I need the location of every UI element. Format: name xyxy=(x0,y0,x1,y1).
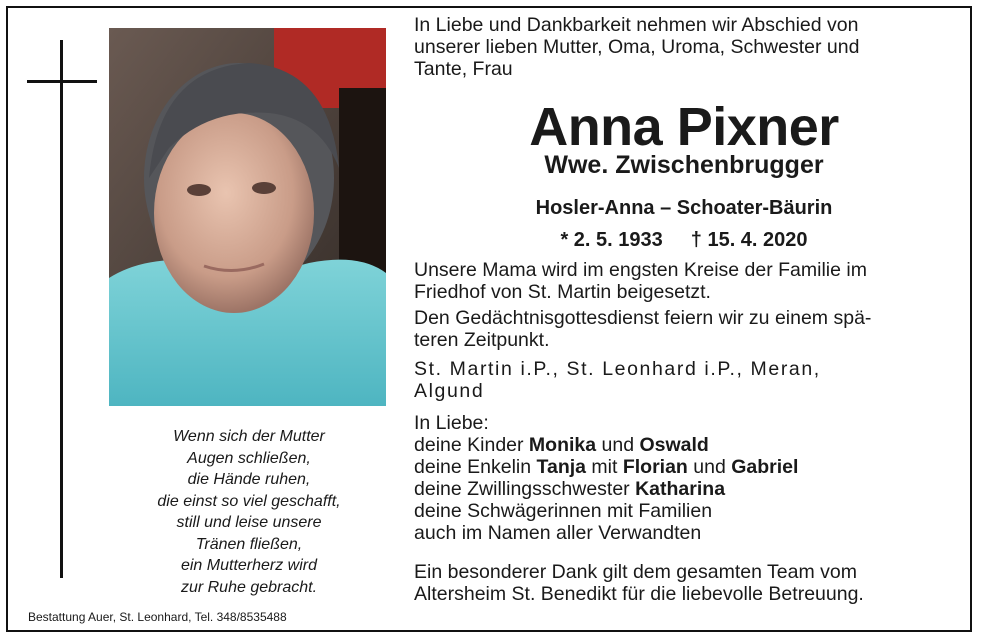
thanks-line: Ein besonderer Dank gilt dem gesamten Team vom xyxy=(414,561,857,583)
poem-line: die Hände ruhen, xyxy=(187,471,311,488)
family-member: Gabriel xyxy=(731,456,799,478)
thanks-line: Altersheim St. Benedikt für die liebevolle Betreuung. xyxy=(414,583,864,605)
family-text: und xyxy=(596,434,640,456)
memorial-service-text xyxy=(414,307,959,351)
family-text: deine Kinder xyxy=(414,434,529,456)
burial-line: Friedhof von St. Martin beigesetzt. xyxy=(414,281,711,303)
family-member: Oswald xyxy=(639,434,709,456)
portrait-photo xyxy=(109,28,386,406)
poem-line: die einst so viel geschafft, xyxy=(157,492,341,510)
death-date: † 15. 4. 2020 xyxy=(690,229,808,251)
family-grandchildren xyxy=(414,456,959,478)
family-member: Monika xyxy=(528,434,597,456)
poem-line: still und leise unsere xyxy=(176,514,322,531)
poem-line: zur Ruhe gebracht. xyxy=(180,578,318,596)
family-children xyxy=(414,434,959,456)
funeral-home-footer: Bestattung Auer, St. Leonhard, Tel. 348/8535488 xyxy=(28,610,287,624)
poem xyxy=(120,426,378,598)
poem-line: Wenn sich der Mutter xyxy=(173,428,325,445)
intro-text xyxy=(414,14,959,80)
poem-line: Augen schließen, xyxy=(187,449,311,467)
places-line: St. Martin i.P., St. Leonhard i.P., Meran, xyxy=(414,358,821,380)
family-member: Katharina xyxy=(635,478,726,500)
poem-line: Tränen fließen, xyxy=(195,535,303,553)
family-text: mit xyxy=(586,456,623,478)
service-line: teren Zeitpunkt. xyxy=(414,329,550,351)
thanks-text xyxy=(414,561,959,605)
places-line: Algund xyxy=(414,380,485,402)
cross-symbol xyxy=(60,40,63,578)
life-dates xyxy=(414,228,954,252)
family-list xyxy=(414,412,959,544)
birth-date: * 2. 5. 1933 xyxy=(560,229,663,251)
family-twin-sister xyxy=(414,478,959,500)
deceased-name: Anna Pixner xyxy=(529,97,839,157)
cross-symbol-bar xyxy=(27,80,97,83)
maiden-name: Wwe. Zwischenbrugger xyxy=(544,151,824,179)
family-text: deine Enkelin xyxy=(414,456,537,478)
burial-text xyxy=(414,259,959,303)
poem-line: ein Mutterherz wird xyxy=(180,557,318,574)
family-intro: In Liebe: xyxy=(414,412,489,434)
family-relatives: auch im Namen aller Verwandten xyxy=(414,522,702,544)
family-text: deine Zwillingsschwester xyxy=(414,478,636,500)
places-text xyxy=(414,358,959,402)
burial-line: Unsere Mama wird im engsten Kreise der Familie im xyxy=(414,259,867,281)
intro-line: In Liebe und Dankbarkeit nehmen wir Abschied von xyxy=(414,14,859,36)
family-member: Florian xyxy=(622,456,688,478)
family-text: und xyxy=(687,456,732,478)
house-name: Hosler-Anna – Schoater-Bäurin xyxy=(535,197,833,219)
service-line: Den Gedächtnisgottesdienst feiern wir zu einem spä- xyxy=(414,307,872,329)
family-member: Tanja xyxy=(536,456,586,478)
intro-line: unserer lieben Mutter, Oma, Uroma, Schwester und xyxy=(414,36,860,58)
intro-line: Tante, Frau xyxy=(414,58,513,80)
family-sisters-in-law: deine Schwägerinnen mit Familien xyxy=(414,500,713,522)
